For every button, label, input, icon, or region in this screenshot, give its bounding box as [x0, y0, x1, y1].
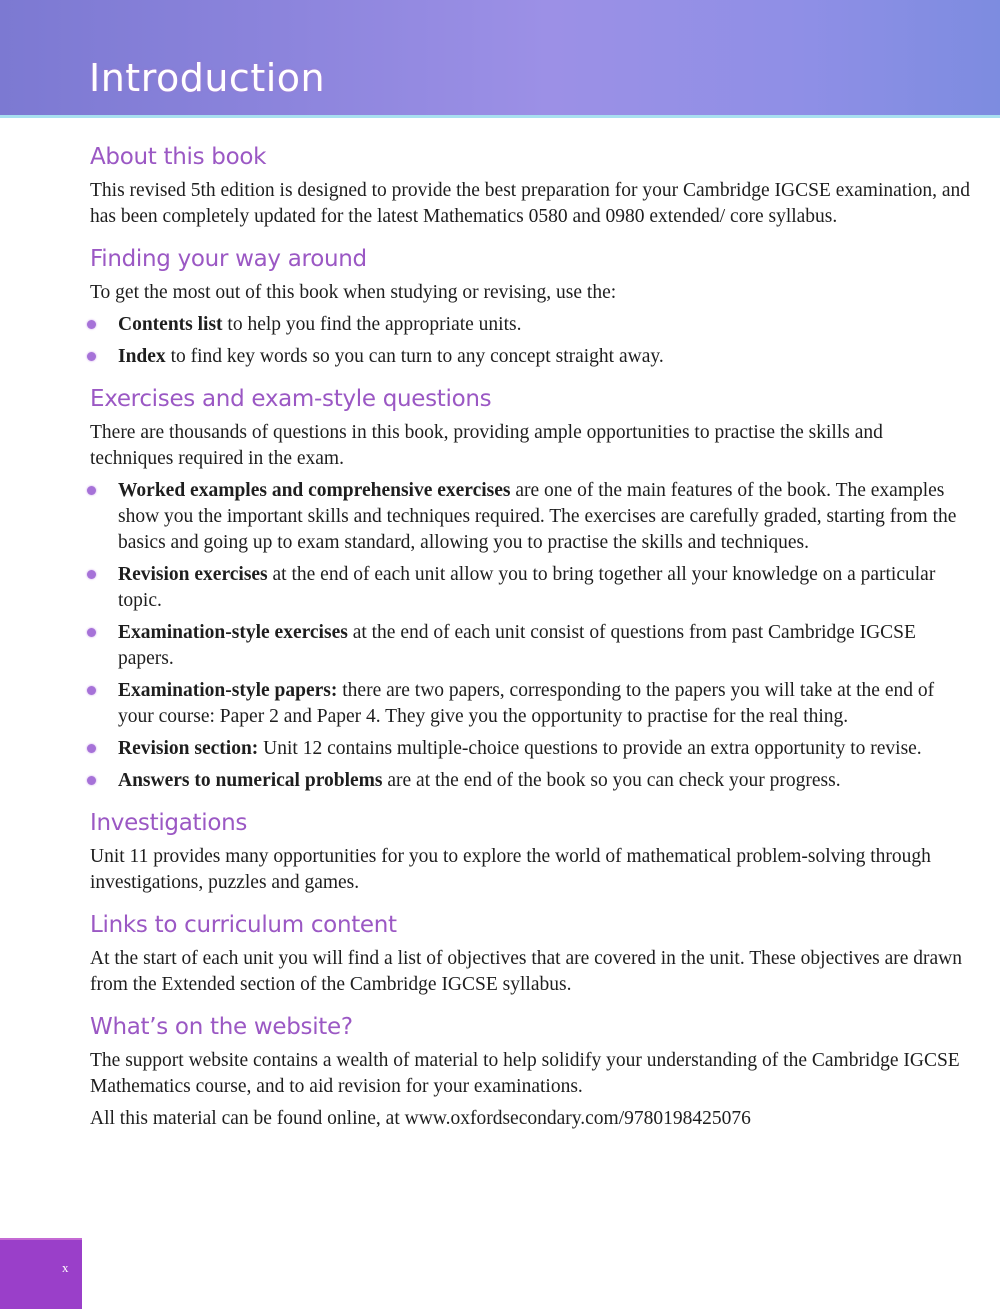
item-text: are one of the main features of the book. The examples show you the important skills and techniques required. The exercises are carefully graded, starting from the basics and going up to exam standard, allowing you to practise the skills and techniques.: [118, 480, 957, 553]
section-website: [90, 1012, 970, 1132]
bullet-icon: [87, 352, 96, 361]
item-text: to help you find the appropriate units.: [222, 314, 522, 335]
section-investigations: [90, 808, 970, 896]
item-text: there are two papers, corresponding to the papers you will take at the end of your course: Paper 2 and Paper 4. They give you the opportunity to practise for the real thing.: [118, 680, 935, 727]
list-item: [90, 768, 970, 794]
item-text: are at the end of the book so you can check your progress.: [382, 770, 841, 791]
paragraph: To get the most out of this book when studying or revising, use the:: [90, 282, 617, 303]
bullet-icon: [87, 628, 96, 637]
page-number-tab: [0, 1238, 82, 1309]
bullet-icon: [87, 486, 96, 495]
bold-term: Contents list: [118, 314, 223, 335]
bold-term: Revision exercises: [118, 564, 268, 585]
bold-term: Index: [118, 346, 166, 367]
section-heading: Links to curriculum content: [90, 912, 397, 938]
list-item: [90, 620, 970, 672]
section-finding-your-way: [90, 244, 970, 370]
header-banner: [0, 0, 1000, 118]
bullet-icon: [87, 570, 96, 579]
item-text: at the end of each unit allow you to bring together all your knowledge on a particular topic.: [118, 564, 936, 611]
paragraph: This revised 5th edition is designed to provide the best preparation for your Cambridge IGCSE examination, and has been completely updated for the latest Mathematics 0580 and 0980 extended/ core syllabus.: [90, 180, 971, 227]
bold-term: Examination-style papers:: [118, 680, 338, 701]
bullet-icon: [87, 320, 96, 329]
section-heading: Exercises and exam-style questions: [90, 386, 492, 412]
bullet-list: [90, 478, 970, 794]
section-about: [90, 142, 970, 230]
bold-term: Worked examples and comprehensive exercises: [118, 480, 511, 501]
list-item: [90, 312, 970, 338]
main-content: [90, 142, 970, 1146]
section-heading: About this book: [90, 144, 267, 170]
section-heading: What’s on the website?: [90, 1014, 353, 1040]
item-text: at the end of each unit consist of questions from past Cambridge IGCSE papers.: [118, 622, 916, 669]
section-heading: Investigations: [90, 810, 248, 836]
bullet-list: [90, 312, 970, 370]
list-item: [90, 736, 970, 762]
section-curriculum-links: [90, 910, 970, 998]
list-item: [90, 478, 970, 556]
section-exercises: [90, 384, 970, 794]
page-number: x: [62, 1260, 69, 1275]
bullet-icon: [87, 744, 96, 753]
list-item: [90, 344, 970, 370]
item-text: to find key words so you can turn to any concept straight away.: [165, 346, 664, 367]
paragraph: Unit 11 provides many opportunities for you to explore the world of mathematical problem-solving through investigations, puzzles and games.: [90, 846, 931, 893]
section-heading: Finding your way around: [90, 246, 367, 272]
paragraph: The support website contains a wealth of material to help solidify your understanding of the Cambridge IGCSE Mathematics course, and to aid revision for your examinations.: [90, 1050, 960, 1097]
list-item: [90, 562, 970, 614]
page-title: Introduction: [89, 56, 326, 100]
item-text: Unit 12 contains multiple-choice questions to provide an extra opportunity to revise.: [258, 738, 922, 759]
website-paragraph: All this material can be found online, at www.oxfordsecondary.com/9780198425076: [90, 1108, 751, 1129]
bullet-icon: [87, 686, 96, 695]
bullet-icon: [87, 776, 96, 785]
paragraph: At the start of each unit you will find a list of objectives that are covered in the unit. These objectives are drawn from the Extended section of the Cambridge IGCSE syllabus.: [90, 948, 962, 995]
bold-term: Answers to numerical problems: [118, 770, 383, 791]
bold-term: Revision section:: [118, 738, 259, 759]
bold-term: Examination-style exercises: [118, 622, 348, 643]
list-item: [90, 678, 970, 730]
paragraph: There are thousands of questions in this book, providing ample opportunities to practise the skills and techniques required in the exam.: [90, 422, 883, 469]
